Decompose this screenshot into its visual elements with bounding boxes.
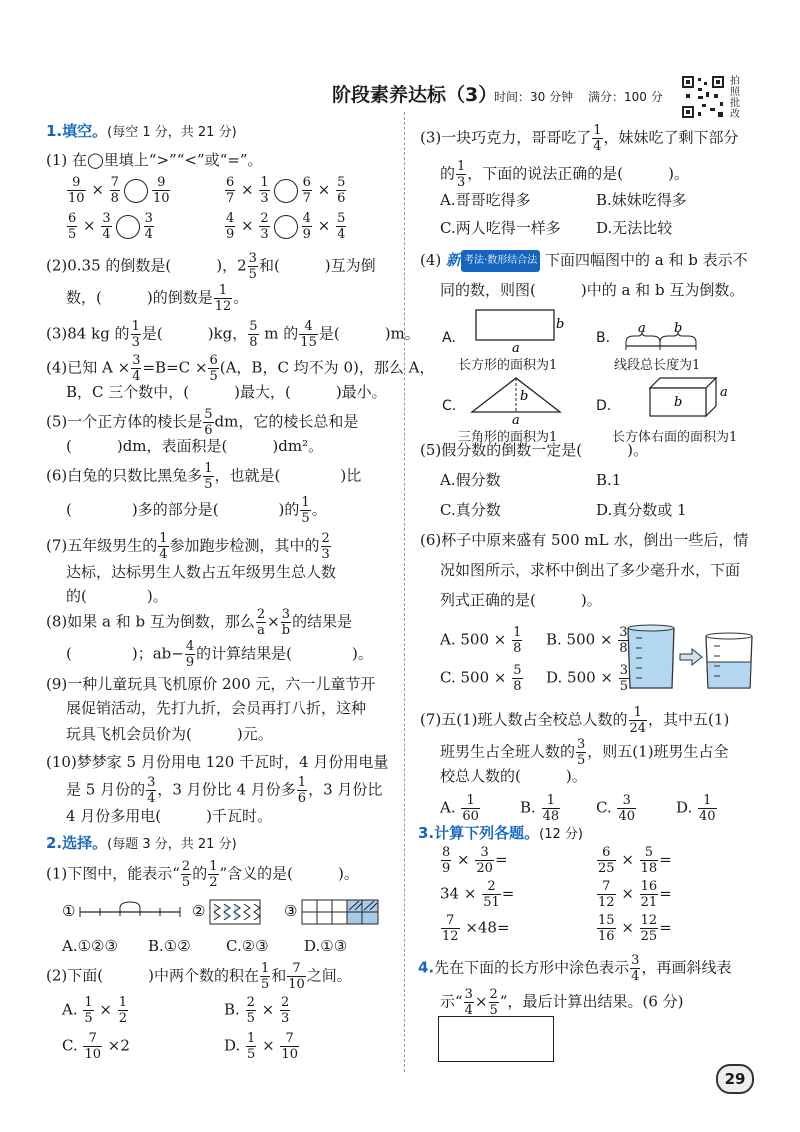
full-score: 满分：100 分 [588, 90, 663, 104]
q2-7-line2: 班男生占全班人数的 $\frac{3}{5}$ ，则五(1)班男生占全 [440, 737, 729, 768]
q2-3-option-b[interactable]: B.妹妹吃得多 [596, 191, 687, 209]
q2-2-option-b[interactable]: B. $\frac{2}{5}$ × $\frac{2}{3}$ [224, 995, 290, 1026]
q2-5-prompt: (5)假分数的倒数一定是( )。 [420, 441, 648, 459]
q2-5-option-c[interactable]: C.真分数 [440, 501, 501, 519]
q2-4-fig-a-caption: 长方形的面积为1 [458, 358, 558, 373]
calc-5: $\frac{7}{12}$ ×48= [442, 913, 510, 944]
q2-4-fig-b-label[interactable]: B. [596, 330, 611, 346]
q2-2-prompt: (2)下面( )中两个数的积在 $\frac{1}{5}$ 和 $\frac{7}{10}$ 之间。 [46, 961, 352, 992]
q2-4-fig-a-rectangle [472, 308, 568, 354]
q2-3-option-c[interactable]: C.两人吃得一样多 [440, 219, 561, 237]
q2-7-option-c[interactable]: C. $\frac{3}{40}$ [596, 793, 636, 824]
svg-text:b: b [520, 389, 529, 404]
svg-text:a: a [512, 413, 520, 426]
q1-7-line1: (7)五年级男生的 $\frac{1}{4}$ 参加跑步检测，其中的 $\frac{2}{3}$ [46, 531, 330, 562]
page-title: 阶段素养达标（3） [332, 84, 498, 106]
svg-text:③: ③ [284, 902, 298, 920]
q1-8-line1: (8)如果 a 和 b 互为倒数，那么 $\frac{2}{a}$ × $\frac{3}{b}$ 的结果是 [46, 607, 353, 638]
svg-text:②: ② [192, 902, 206, 920]
new-tag: 新 [446, 251, 462, 269]
answer-circle[interactable] [124, 179, 148, 203]
answer-circle[interactable] [274, 179, 298, 203]
q1-10-line2: 是 5 月份的 $\frac{3}{4}$ ，3 月份比 4 月份多 $\frac{1}{6}$ ，3 月份比 [66, 775, 383, 806]
compare-3: $\frac{6}{5}$ × $\frac{3}{4}$ $\frac{3}{4}$ [68, 211, 153, 242]
section-1-heading: 1.填空。(每空 1 分，共 21 分) [46, 122, 237, 140]
q1-10-line1: (10)梦梦家 5 月份用电 120 千瓦时，4 月份用电量 [46, 753, 389, 771]
svg-text:a: a [720, 385, 728, 400]
q2-1-option-b[interactable]: B.①② [148, 937, 191, 955]
q2-6-option-c[interactable]: C. 500 × $\frac{5}{8}$ [440, 663, 522, 694]
svg-text:b: b [674, 395, 683, 410]
q2-3-option-a[interactable]: A.哥哥吃得多 [440, 191, 531, 209]
q2-4-fig-a-label[interactable]: A. [442, 330, 456, 346]
q2-6-option-b[interactable]: B. 500 × $\frac{3}{8}$ [546, 625, 628, 656]
calc-1: $\frac{8}{9}$ × $\frac{3}{20}$ = [442, 845, 508, 876]
q2-5-option-d[interactable]: D.真分数或 1 [596, 501, 687, 519]
q2-2-option-a[interactable]: A. $\frac{1}{5}$ × $\frac{1}{2}$ [62, 995, 128, 1026]
q1-5-line1: (5)一个正方体的棱长是 $\frac{5}{6}$ dm，它的棱长总和是 [46, 407, 359, 438]
q2-6-line2: 况如图所示，求杯中倒出了多少毫升水，下面 [440, 561, 741, 579]
q1-7-line3: 的( )。 [66, 587, 168, 605]
q1-4-line1: (4)已知 A × $\frac{3}{4}$ =B=C × $\frac{6}{5}$ (A，B，C 均不为 0)，那么 A， [46, 353, 435, 384]
q2-5-option-b[interactable]: B.1 [596, 471, 622, 489]
q1-9-line1: (9)一种儿童玩具飞机原价 200 元，六一儿童节开 [46, 675, 376, 693]
q1-6-line1: (6)白兔的只数比黑兔多 $\frac{1}{5}$ ，也就是( )比 [46, 461, 362, 492]
q1-5-line2: ( )dm，表面积是( )dm²。 [66, 437, 324, 455]
q2-7-option-b[interactable]: B. $\frac{1}{48}$ [520, 793, 560, 824]
svg-text:a: a [512, 341, 520, 354]
compare-1: $\frac{9}{10}$ × $\frac{7}{8}$ $\frac{9}{10}$ [68, 175, 170, 206]
q2-4-fig-d-label[interactable]: D. [596, 398, 612, 414]
section-2-heading: 2.选择。(每题 3 分，共 21 分) [46, 834, 237, 852]
q1-10-line3: 4 月份多用电( )千瓦时。 [66, 807, 273, 825]
qr-caption: 拍照批改 [730, 76, 740, 120]
compare-2: $\frac{6}{7}$ × $\frac{1}{3}$ $\frac{6}{7}$ × $\frac{5}{6}$ [226, 175, 346, 206]
q2-4-fig-d-cuboid [646, 374, 736, 424]
q2-2-option-d[interactable]: D. $\frac{1}{5}$ × $\frac{7}{10}$ [224, 1031, 298, 1062]
q2-6-option-a[interactable]: A. 500 × $\frac{1}{8}$ [440, 625, 522, 656]
q2-4-line1: (4) 新 考法·数形结合法 下面四幅图中的 a 和 b 表示不 [420, 250, 748, 272]
answer-circle[interactable] [116, 215, 140, 239]
q2-1-option-a[interactable]: A.①②③ [62, 937, 118, 955]
q2-4-fig-d-caption: 长方体右面的面积为1 [612, 430, 738, 445]
q1-7-line2: 达标，达标男生人数占五年级男生总人数 [66, 563, 337, 581]
q2-3-line2: 的 $\frac{1}{3}$ ，下面的说法正确的是( )。 [440, 159, 690, 190]
q1-3: (3)84 kg 的 $\frac{1}{3}$ 是( )kg， $\frac{5}{8}$ m 的 $\frac{4}{15}$ 是( )m。 [46, 319, 420, 350]
answer-circle[interactable] [274, 215, 298, 239]
column-divider [404, 112, 405, 1072]
svg-text:b: b [556, 317, 565, 332]
calc-2: $\frac{6}{25}$ × $\frac{5}{18}$ = [598, 845, 672, 876]
q1-8-line2: ( )；ab− $\frac{4}{9}$ 的计算结果是( )。 [66, 639, 373, 670]
time-limit: 时间：30 分钟 [494, 90, 574, 104]
section-4-line2: 示“ $\frac{3}{4}$ × $\frac{2}{5}$ ”，最后计算出结果。(6 分) [440, 987, 684, 1018]
method-badge: 考法·数形结合法 [461, 250, 540, 272]
section-4-line1: 4.先在下面的长方形中涂色表示 $\frac{3}{4}$ ，再画斜线表 [418, 953, 732, 984]
q2-6-option-d[interactable]: D. 500 × $\frac{3}{5}$ [546, 663, 629, 694]
q1-2-line2: 数，( )的倒数是 $\frac{1}{12}$ 。 [66, 283, 249, 314]
q1-9-line3: 玩具飞机会员价为( )元。 [66, 725, 273, 743]
q2-1-prompt: (1)下图中，能表示“ $\frac{2}{5}$ 的 $\frac{1}{2}$ ”含义的是( )。 [46, 859, 359, 890]
q2-4-fig-c-caption: 三角形的面积为1 [458, 430, 558, 445]
q1-4-line2: B，C 三个数中，( )最大，( )最小。 [66, 383, 387, 401]
q1-1-prompt: (1) 在◯里填上“>”“<”或“=”。 [46, 151, 263, 169]
q2-4-fig-b-segment [622, 322, 712, 352]
q2-7-option-a[interactable]: A. $\frac{1}{60}$ [440, 793, 479, 824]
q2-4-fig-b-caption: 线段总长度为1 [614, 358, 701, 373]
q2-6-cup-figure [622, 622, 762, 692]
qr-code-icon[interactable] [680, 74, 726, 120]
q2-7-option-d[interactable]: D. $\frac{1}{40}$ [676, 793, 716, 824]
q2-7-line3: 校总人数的( )。 [440, 767, 587, 785]
section-3-heading: 3.计算下列各题。(12 分) [418, 824, 583, 842]
calc-4: $\frac{7}{12}$ × $\frac{16}{21}$ = [598, 879, 672, 910]
drawing-rectangle[interactable] [438, 1016, 554, 1062]
page-number: 29 [716, 1064, 754, 1094]
compare-4: $\frac{4}{9}$ × $\frac{2}{3}$ $\frac{4}{9}$ × $\frac{5}{4}$ [226, 211, 346, 242]
q2-4-fig-c-label[interactable]: C. [442, 398, 457, 414]
q2-4-line2: 同的数，则图( )中的 a 和 b 互为倒数。 [440, 281, 745, 299]
calc-6: $\frac{15}{16}$ × $\frac{12}{25}$ = [598, 913, 672, 944]
q1-9-line2: 展促销活动，先打九折，会员再打八折，这种 [66, 699, 367, 717]
q2-6-line1: (6)杯子中原来盛有 500 mL 水，倒出一些后，情 [420, 531, 749, 549]
svg-text:a: a [638, 322, 646, 336]
q2-7-line1: (7)五(1)班人数占全校总人数的 $\frac{1}{24}$ ，其中五(1) [420, 705, 730, 736]
q1-6-line2: ( )多的部分是( )的 $\frac{1}{5}$ 。 [66, 495, 327, 526]
calc-3: 34 × $\frac{2}{51}$ = [440, 879, 515, 910]
q2-6-line3: 列式正确的是( )。 [440, 591, 602, 609]
q2-4-fig-c-triangle [468, 374, 564, 426]
svg-text:①: ① [62, 902, 76, 920]
q2-2-option-c[interactable]: C. $\frac{7}{10}$ ×2 [62, 1031, 130, 1062]
q2-5-option-a[interactable]: A.假分数 [440, 471, 501, 489]
q2-3-line1: (3)一块巧克力，哥哥吃了 $\frac{1}{4}$ ，妹妹吃了剩下部分 [420, 123, 739, 154]
svg-text:b: b [674, 322, 683, 336]
q1-2-line1: (2)0.35 的倒数是( )，2 $\frac{3}{5}$ 和( )互为倒 [46, 251, 376, 282]
q2-1-option-d[interactable]: D.①③ [304, 937, 348, 955]
q2-1-diagrams [62, 896, 382, 926]
q2-1-option-c[interactable]: C.②③ [226, 937, 269, 955]
q2-3-option-d[interactable]: D.无法比较 [596, 219, 673, 237]
